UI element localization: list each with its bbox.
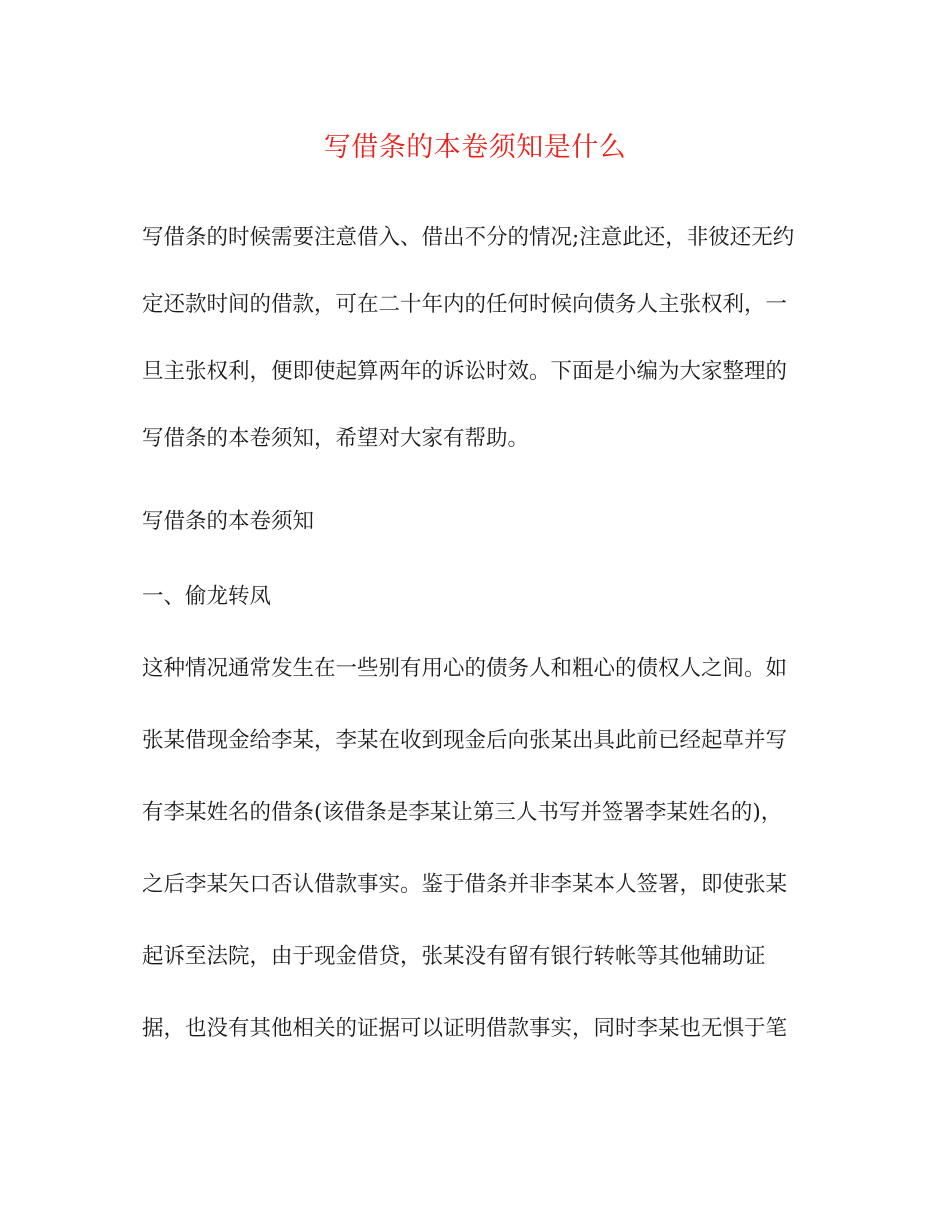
paragraph-line: 起诉至法院，由于现金借贷，张某没有留有银行转帐等其他辅助证 bbox=[142, 944, 766, 969]
paragraph-line: 这种情况通常发生在一些别有用心的债务人和粗心的债权人之间。如 bbox=[142, 656, 788, 681]
paragraph-line: 有李某姓名的借条(该借条是李某让第三人书写并签署李某姓名的)， bbox=[142, 800, 783, 825]
section-heading: 写借条的本卷须知 bbox=[142, 509, 315, 534]
paragraph-line: 旦主张权利，便即使起算两年的诉讼时效。下面是小编为大家整理的 bbox=[142, 359, 788, 384]
paragraph-line: 写借条的时候需要注意借入、借出不分的情况;注意此还，非彼还无约 bbox=[142, 225, 795, 250]
paragraph-line: 张某借现金给李某，李某在收到现金后向张某出具此前已经起草并写 bbox=[142, 728, 788, 753]
paragraph-line: 写借条的本卷须知，希望对大家有帮助。 bbox=[142, 426, 530, 451]
paragraph-line: 据，也没有其他相关的证据可以证明借款事实，同时李某也无惧于笔 bbox=[142, 1016, 788, 1041]
paragraph-line: 之后李某矢口否认借款事实。鉴于借条并非李某本人签署，即使张某 bbox=[142, 872, 788, 897]
subsection-heading: 一、偷龙转凤 bbox=[142, 584, 272, 609]
paragraph-line: 定还款时间的借款，可在二十年内的任何时候向债务人主张权利，一 bbox=[142, 292, 788, 317]
document-title: 写借条的本卷须知是什么 bbox=[323, 132, 627, 163]
